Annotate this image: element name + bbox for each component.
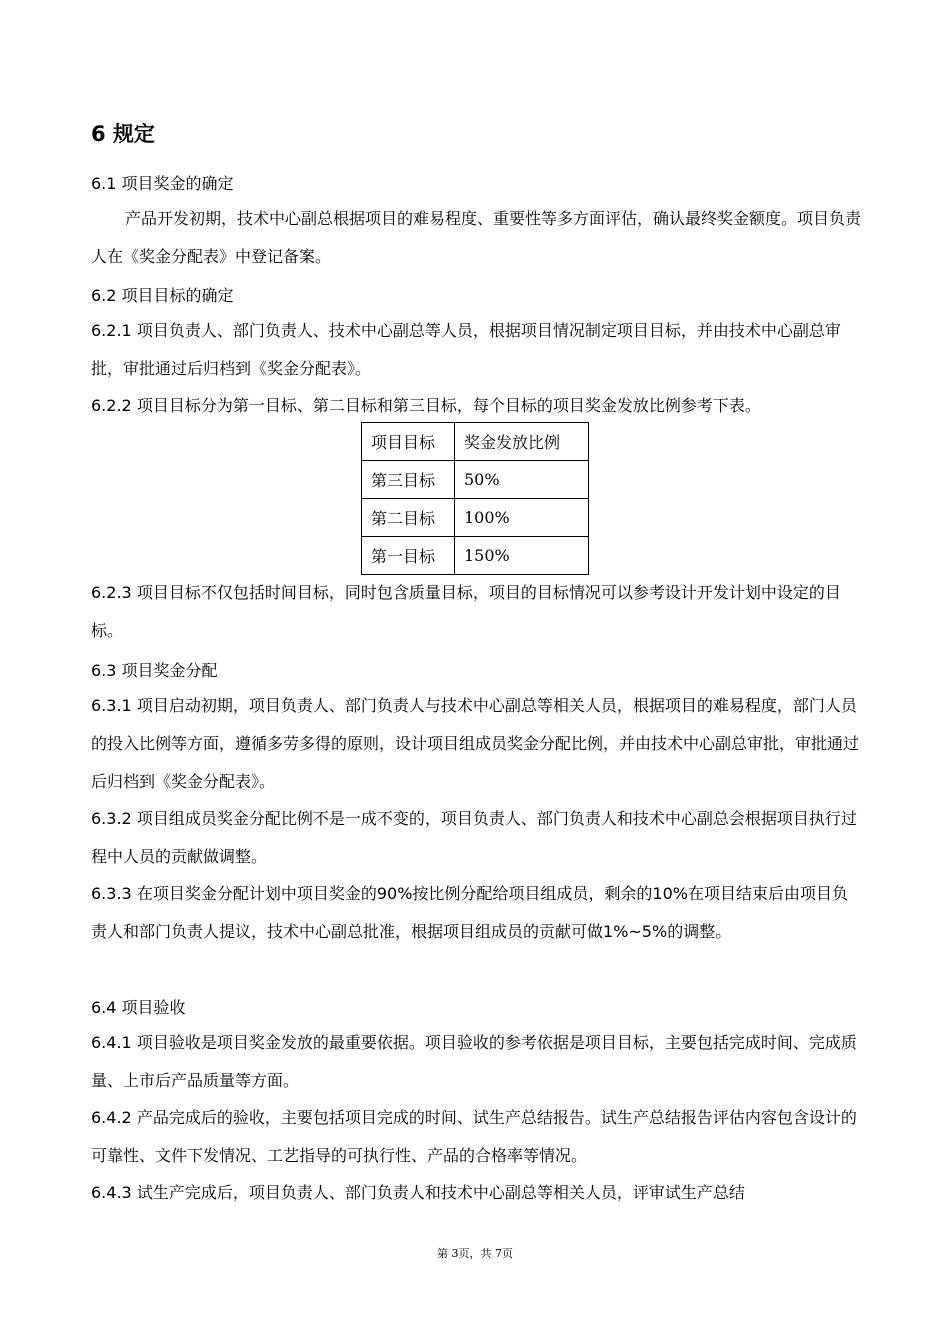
paragraph-6-3-2: [91, 800, 861, 876]
table-row: [362, 537, 589, 575]
clause-text: 试生产完成后，项目负责人、部门负责人和技术中心副总等相关人员，评审试生产总结: [136, 1183, 745, 1202]
clause-text: 项目负责人、部门负责人、技术中心副总等人员，根据项目情况制定项目目标，并由技术中心副总审批，审批通过后归档到《奖金分配表》。: [91, 321, 841, 378]
table-cell: 100%: [455, 499, 589, 537]
clause-number: 6.4.2: [91, 1108, 132, 1127]
clause-number: 6.4.1: [91, 1033, 132, 1052]
clause-number: 6.3.3: [91, 884, 132, 903]
percentage-value: 10%: [652, 884, 688, 903]
paragraph-6-3-3: [91, 875, 861, 951]
clause-number: 6.4.3: [91, 1183, 132, 1202]
clause-text: 项目启动初期，项目负责人、部门负责人与技术中心副总等相关人员，根据项目的难易程度，部门人员的投入比例等方面，遵循多劳多得的原则，设计项目组成员奖金分配比例，并由技术中心副总审批，审批通过后归档到《奖金分配表》。: [91, 696, 860, 791]
paragraph-6-4-1: [91, 1024, 861, 1100]
table-header-cell: 项目目标: [362, 423, 455, 461]
percentage-value: 90%: [376, 884, 413, 903]
paragraph-6-4-3: [91, 1174, 861, 1212]
table-cell: 150%: [455, 537, 589, 575]
table-cell: 第二目标: [362, 499, 455, 537]
clause-number: 6.2.1: [91, 321, 132, 340]
clause-text: 按比例分配给项目组成员，剩余的: [412, 884, 653, 903]
table-row: [362, 461, 589, 499]
paragraph-6-2-2: [91, 387, 861, 425]
clause-text: 在项目奖金分配计划中项目奖金的: [136, 884, 377, 903]
paragraph-6-4-2: [91, 1099, 861, 1175]
table-cell: 第三目标: [362, 461, 455, 499]
bonus-ratio-table: [361, 422, 589, 575]
clause-text: 在项目结束后由项目负责人和部门负责人提议，技术中心副总批准，根据项目组成员的贡献可做: [91, 884, 848, 941]
table-cell: 第一目标: [362, 537, 455, 575]
table-cell: 50%: [455, 461, 589, 499]
clause-text: 的调整。: [667, 922, 732, 941]
clause-text: 产品完成后的验收，主要包括项目完成的时间、试生产总结报告。试生产总结报告评估内容包含设计的可靠性、文件下发情况、工艺指导的可执行性、产品的合格率等情况。: [91, 1108, 857, 1165]
paragraph-6-3-1: [91, 687, 861, 801]
paragraph-6-2-1: [91, 312, 861, 388]
table-header-row: [362, 423, 589, 461]
percentage-range: 1%~5%: [603, 922, 668, 941]
clause-number: 6.2.2: [91, 396, 132, 415]
clause-text: 项目目标分为第一目标、第二目标和第三目标，每个目标的项目奖金发放比例参考下表。: [136, 396, 761, 415]
paragraph-6-2-3: [91, 574, 861, 650]
heading-6-3: 6.3 项目奖金分配: [91, 661, 218, 680]
clause-text: 项目验收是项目奖金发放的最重要依据。项目验收的参考依据是项目目标，主要包括完成时间、完成质量、上市后产品质量等方面。: [91, 1033, 857, 1090]
table-header-cell: 奖金发放比例: [455, 423, 589, 461]
clause-number: 6.2.3: [91, 583, 132, 602]
page-footer: 第 3页，共 7页: [437, 1247, 513, 1260]
clause-text: 项目目标不仅包括时间目标，同时包含质量目标，项目的目标情况可以参考设计开发计划中设定的目标。: [91, 583, 841, 640]
section-title: 6 规定: [91, 122, 155, 146]
clause-number: 6.3.1: [91, 696, 132, 715]
clause-number: 6.3.2: [91, 809, 132, 828]
heading-6-2: 6.2 项目目标的确定: [91, 286, 234, 305]
heading-6-1: 6.1 项目奖金的确定: [91, 174, 234, 193]
clause-text: 项目组成员奖金分配比例不是一成不变的，项目负责人、部门负责人和技术中心副总会根据项目执行过程中人员的贡献做调整。: [91, 809, 857, 866]
table-row: [362, 499, 589, 537]
paragraph-6-1: 产品开发初期，技术中心副总根据项目的难易程度、重要性等多方面评估，确认最终奖金额度。项目负责人在《奖金分配表》中登记备案。: [91, 209, 862, 266]
heading-6-4: 6.4 项目验收: [91, 998, 186, 1017]
